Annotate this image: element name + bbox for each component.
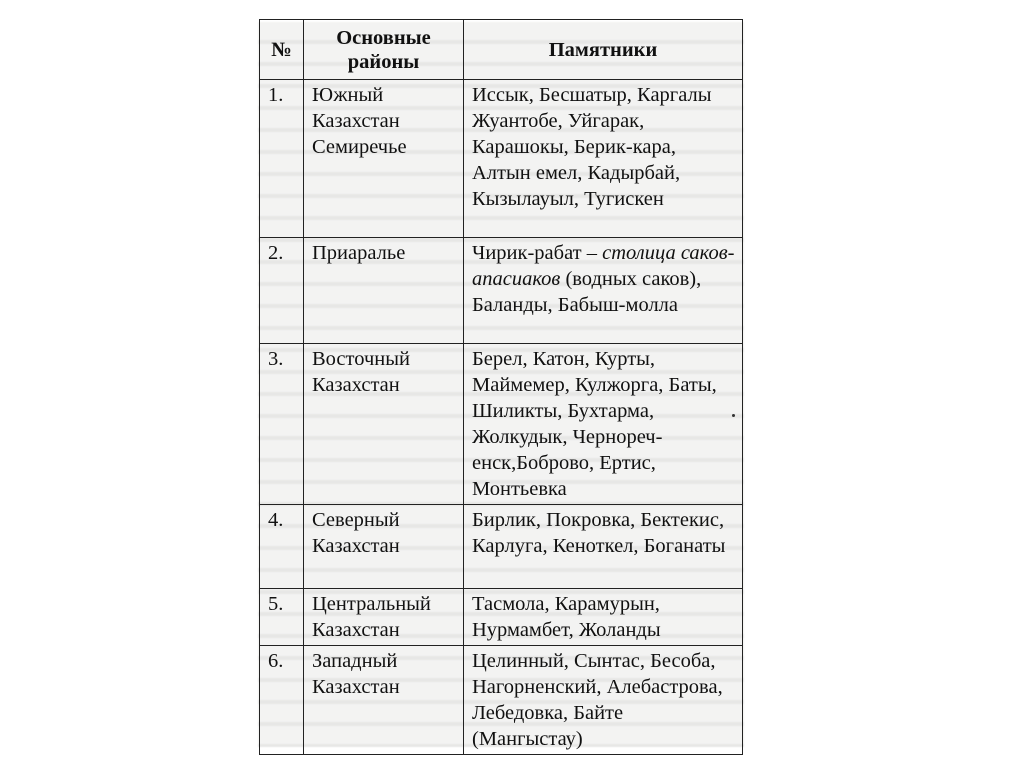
header-number: № bbox=[260, 20, 304, 80]
row-sites bbox=[464, 646, 743, 755]
row-region: Западный Казахстан bbox=[304, 646, 464, 755]
row-sites bbox=[464, 344, 743, 505]
table-row bbox=[260, 589, 743, 646]
sites-text: Тасмола, Карамурын, Нурмамбет, Жоланды bbox=[472, 593, 666, 641]
sites-text: Бирлик, Покровка, Бектекис, Карлуга, Кеноткел, Боганаты bbox=[472, 509, 730, 557]
header-region: Основные районы bbox=[304, 20, 464, 80]
sites-text: Целинный, Сынтас, Бесоба, Нагорненский, Алебастрова, Лебедовка, Байте (Мангыстау) bbox=[472, 650, 733, 750]
table-header-row bbox=[260, 20, 743, 80]
sites-text: Иссык, Бесшатыр, Каргалы Жуантобе, Уйгарак, Карашокы, Берик-кара, Алтын емел, Кадырбай, Кызылауыл, Тугискен bbox=[472, 84, 717, 210]
row-number: 2. bbox=[260, 238, 304, 344]
row-region: Южный Казахстан Семиречье bbox=[304, 80, 464, 238]
table-row bbox=[260, 238, 743, 344]
sites-text: Берел, Катон, Курты, Маймемер, Кулжорга, Баты, Шиликты, Бухтарма, Жолкудык, Чернореч-енск,Боброво, Ертис, Монтьевка bbox=[472, 348, 722, 500]
table-row bbox=[260, 344, 743, 505]
row-number: 5. bbox=[260, 589, 304, 646]
table-row bbox=[260, 80, 743, 238]
row-region: Восточный Казахстан bbox=[304, 344, 464, 505]
row-number: 4. bbox=[260, 505, 304, 589]
row-number: 1. bbox=[260, 80, 304, 238]
sites-text-continued: (водных саков), Баланды, Бабыш-молла bbox=[472, 268, 707, 316]
row-number: 3. bbox=[260, 344, 304, 505]
row-number: 6. bbox=[260, 646, 304, 755]
row-sites bbox=[464, 238, 743, 344]
row-sites bbox=[464, 80, 743, 238]
row-region: Приаралье bbox=[304, 238, 464, 344]
row-region: Центральный Казахстан bbox=[304, 589, 464, 646]
table-row bbox=[260, 646, 743, 755]
monuments-table bbox=[259, 19, 743, 755]
row-region: Северный Казахстан bbox=[304, 505, 464, 589]
row-sites bbox=[464, 589, 743, 646]
row-sites bbox=[464, 505, 743, 589]
sites-italic-text: столица саков-апасиаков bbox=[472, 242, 735, 290]
header-sites: Памятники bbox=[464, 20, 743, 80]
table-row bbox=[260, 505, 743, 589]
sites-text: Чирик-рабат – bbox=[472, 242, 603, 264]
